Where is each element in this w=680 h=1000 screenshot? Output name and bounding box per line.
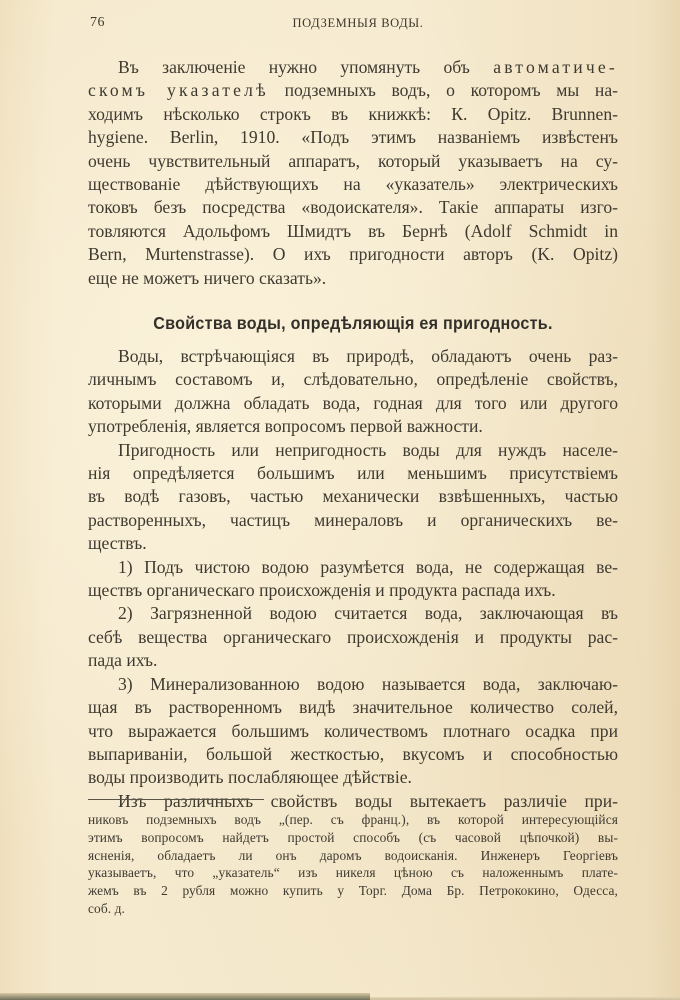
page-number: 76 [90,15,105,30]
text-line: Изъ различныхъ свойствъ воды вытекаетъ различіе при- [118,790,618,811]
text-line: личнымъ составомъ и, слѣдовательно, опредѣленіе свойствъ, [88,369,618,390]
footnote-line: соб. д. [88,900,126,916]
section-heading: Свойства воды, опредѣляющія ея пригодность. [153,313,553,333]
text-line: hygiene. Berlin, 1910. «Подъ этимъ названіемъ извѣстенъ [88,127,618,148]
footnote-line: никовъ подземныхъ водъ „(пер. съ франц.), въ которой интересующійся [88,812,618,827]
page-header [88,12,628,32]
footnote [88,811,618,918]
text-line: 1) Подъ чистою водою разумѣется вода, не содержащая ве- [118,556,618,577]
text-line: нія опредѣляется большимъ или меньшимъ присутствіемъ [88,463,618,484]
paragraph-suitability [88,439,618,556]
list-item-polluted-water [88,602,618,672]
running-head: ПОДЗЕМНЫЯ ВОДЫ. [292,16,424,30]
text-line: ществъ. [88,533,147,554]
text-line: въ водѣ газовъ, частью механически взвѣшенныхъ, частью [88,486,618,507]
text-line: Пригодность или непригодность воды для нуждъ населе- [118,439,618,460]
footnote-line: ясненія, обладаетъ ли онъ даромъ водоисканія. Инженеръ Георгіевъ [88,847,618,863]
text-line: пада ихъ. [88,650,158,671]
text-span: подземныхъ водъ, о которомъ мы на- [268,80,618,101]
text-line: употребленія, является вопросомъ первой важности. [88,416,483,437]
footnote-line: указываетъ, что „указатель“ изъ никеля цѣною съ наложеннымъ плате- [88,865,618,881]
text-line: товляются Адольфомъ Шмидтъ въ Бернѣ (Adolf Schmidt in [88,220,618,241]
text-line: ществъ органическаго происхожденія и продукта распада ихъ. [88,580,556,601]
text-line: еще не можетъ ничего сказать». [88,267,327,288]
list-item-pure-water [88,556,618,603]
text-line: ходимъ нѣсколько строкъ въ книжкѣ: К. Opitz. Brunnen- [88,103,618,124]
text-line: воды производить послабляющее дѣйствіе. [88,767,412,788]
footnote-line: этимъ вопросомъ найдетъ простой способъ (съ часовой цѣпочкой) вы- [88,829,618,845]
text-line: себѣ вещества органическаго происхожденія и продукты рас- [88,626,618,647]
text-line: 2) Загрязненной водою считается вода, заключающая въ [118,603,618,624]
text-line: Воды, встрѣчающіяся въ природѣ, обладаютъ очень раз- [118,346,618,366]
text-line: растворенныхъ, частицъ минераловъ и органическихъ ве- [88,509,618,530]
intro-paragraph [88,56,618,290]
paragraph-continuation [88,790,618,813]
text-line: выпариваніи, большой жесткостью, вкусомъ и способностью [88,743,618,764]
text-line: ществованіе дѣйствующихъ на «указатель» электрическихъ [88,174,618,195]
paragraph-intro [88,345,618,439]
text-line: что выражается большимъ количествомъ плотнаго осадка при [88,720,618,741]
text-line: 3) Минерализованною водою называется вода, заключаю- [118,673,618,694]
text-line [88,56,618,79]
text-line: щая въ растворенномъ видѣ значительное количество солей, [88,697,618,718]
spaced-term: скомъ указателѣ [88,80,269,101]
footnote-line: жемъ въ 2 рубля можно купить у Торг. Дома Бр. Петрококино, Одесса, [88,883,618,899]
text-line: токовъ безъ посредства «водоискателя». Такіе аппараты изго- [88,197,618,218]
text-span: Въ заключеніе нужно упомянуть объ [118,57,494,77]
footnote-divider [88,799,264,800]
spaced-term: автоматиче- [493,57,618,77]
text-line: которыми должна обладать вода, годная для того или другого [88,392,618,413]
page-bottom-edge [0,993,370,1000]
section-body [88,345,618,813]
text-line: очень чувствительный аппаратъ, который указываетъ на су- [88,150,618,171]
text-line: Bern, Murtenstrasse). О ихъ пригодности авторъ (K. Opitz) [88,244,618,265]
text-line [88,79,618,102]
list-item-mineral-water [88,673,618,790]
